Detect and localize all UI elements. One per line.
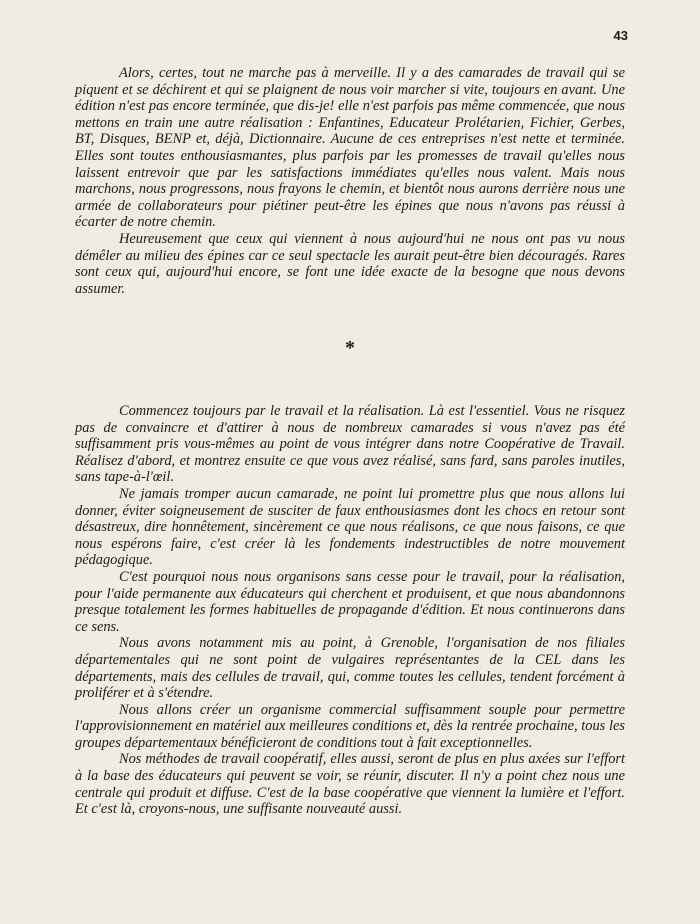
paragraph: C'est pourquoi nous nous organisons sans cesse pour le travail, pour la réalisation, pour l'aide permanente aux éducateurs qui cherchent et produisent, et que nous abandonnons presque totalement les formes habituelles de propagande d'édition. Et nous continuerons dans ce sens. [75,568,625,635]
paragraph: Heureusement que ceux qui viennent à nous aujourd'hui ne nous ont pas vu nous démêler au milieu des épines car ce seul spectacle les aurait peut-être bien découragés. Rares sont ceux qui, aujourd'hui encore, se font une idée exacte de la besogne que nous devons assumer. [75,230,625,297]
paragraph: Commencez toujours par le travail et la réalisation. Là est l'essentiel. Vous ne risquez pas de convaincre et d'attirer à nous de nombreux camarades si vous n'avez pas été suffisamment pris vous-mêmes au point de vous intégrer dans notre Coopérative de Travail. Réalisez d'abord, et montrez ensuite ce que vous avez réalisé, sans fard, sans paroles inutiles, sans tape-à-l'œil. [75,403,625,486]
section-2 [75,403,625,818]
section-1 [75,65,625,297]
page-number: 43 [613,28,628,43]
paragraph: Nous avons notamment mis au point, à Grenoble, l'organisation de nos filiales départementales qui ne sont point de vulgaires représentantes de la CEL dans les départements, mais des cellules de travail, qui, comme toutes les cellules, tendent forcément à proliférer et à s'étendre. [75,635,625,702]
paragraph: Nous allons créer un organisme commercial suffisamment souple pour permettre l'approvisionnement en matériel aux meilleures conditions et, dès la rentrée prochaine, tous les groupes départementaux bénéficieront de conditions tout à fait exceptionnelles. [75,701,625,751]
paragraph: Ne jamais tromper aucun camarade, ne point lui promettre plus que nous allons lui donner, éviter soigneusement de susciter de faux enthousiasmes dont les chocs en retour sont désastreux, dire honnêtement, sincèrement ce que nous réalisons, ce que nous faisons, ce que nous espérons faire, c'est créer là les fondements indestructibles de notre mouvement pédagogique. [75,485,625,569]
paragraph: Nos méthodes de travail coopératif, elles aussi, seront de plus en plus axées sur l'effort à la base des éducateurs qui peuvent se voir, se réunir, discuter. Il n'y a point chez nous une centrale qui produit et diffuse. C'est de la base coopérative que viennent la lumière et l'effort. Et c'est là, croyons-nous, une suffisante nouveauté aussi. [75,751,625,818]
paragraph: Alors, certes, tout ne marche pas à merveille. Il y a des camarades de travail qui se piquent et se déchirent et qui se plaignent de nous voir marcher si vite, toujours en avant. Une édition n'est pas encore terminée, que dis-je! elle n'est parfois pas même commencée, que nous mettons en train une autre réalisation : Enfantines, Educateur Prolétarien, Fichier, Gerbes, BT, Disques, BENP et, déjà, Dictionnaire. Aucune de ces entreprises n'est nette et terminée. Elles sont toutes enthousiasmantes, plus parfois par les promesses de travail qu'elles nous laissent entrevoir que par les satisfactions immédiates qu'elles nous valent. Mais nous marchons, nous progressons, nous frayons le chemin, et bientôt nous aurons derrière nous une armée de collaborateurs pour piétiner peut-être les épines que nous n'avons pas réussi à écarter de notre chemin. [75,65,625,231]
section-separator: * [345,337,355,359]
